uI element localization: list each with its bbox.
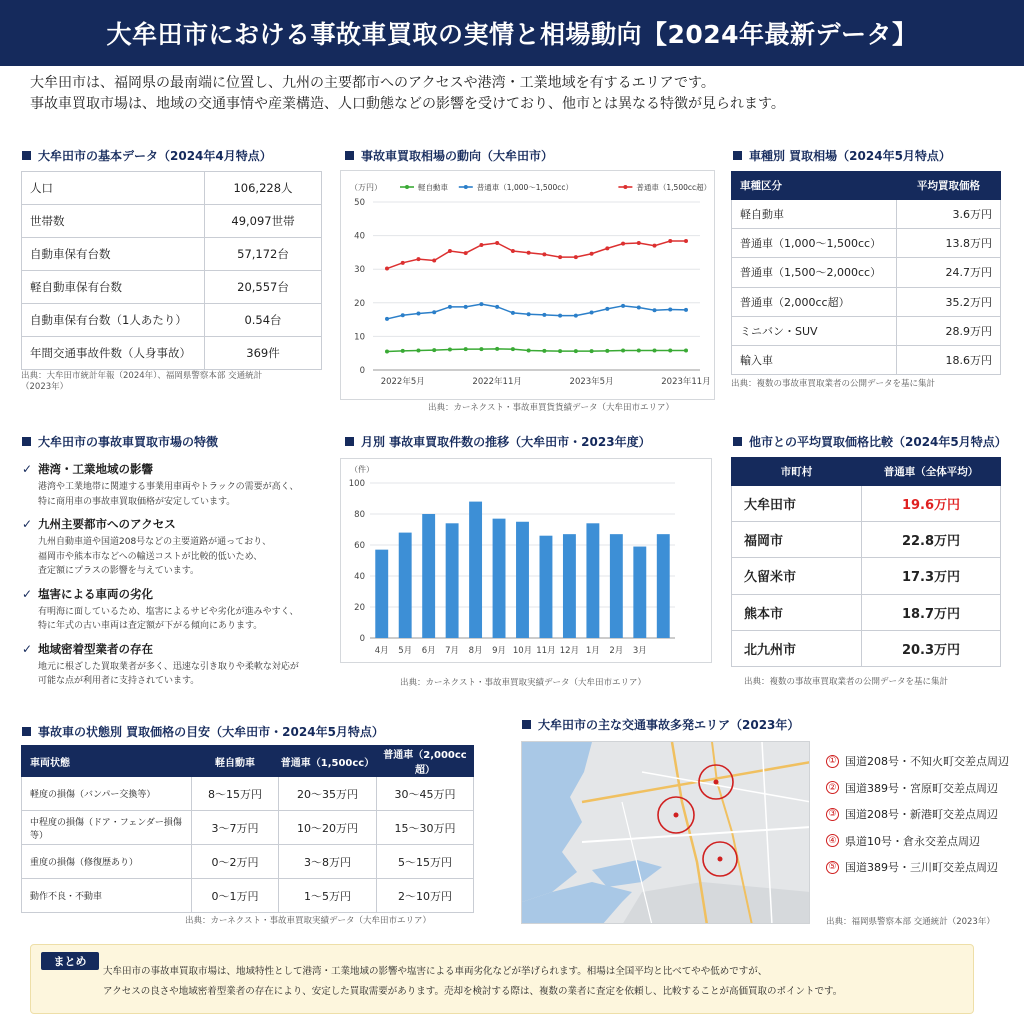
car-type-row (732, 287, 1001, 316)
data-point (401, 313, 405, 317)
data-point (464, 347, 468, 351)
accident-areas-source: 出典：福岡県警察本部 交通統計（2023年） (826, 917, 995, 927)
feature-heading: 九州主要都市へのアクセス (38, 517, 176, 531)
features-list (22, 461, 332, 696)
section-marker-icon (22, 437, 31, 446)
car-type-label: 輸入車 (732, 345, 897, 374)
basic-data-value: 20,557台 (205, 271, 322, 304)
data-point (542, 349, 546, 353)
section-marker-icon (22, 727, 31, 736)
data-point (653, 308, 657, 312)
car-type-row (732, 200, 1001, 229)
basic-data-label: 年間交通事故件数（人身事故） (22, 337, 205, 370)
basic-data-row (22, 271, 322, 304)
intro-text (30, 73, 1000, 115)
legend-label: 軽自動車 (418, 183, 448, 192)
x-tick-label: 2022年5月 (380, 377, 425, 387)
data-point (621, 242, 625, 246)
basic-data-value: 106,228人 (205, 172, 322, 205)
car-type-label: 軽自動車 (732, 200, 897, 229)
trend-line-chart (340, 170, 715, 400)
feature-item (22, 641, 332, 689)
city-price: 20.3万円 (862, 630, 1001, 666)
basic-data-label: 人口 (22, 172, 205, 205)
city-price: 19.6万円 (862, 486, 1001, 522)
city-name: 北九州市 (732, 630, 862, 666)
city-price: 17.3万円 (862, 558, 1001, 594)
intro-line: 大牟田市は、福岡県の最南端に位置し、九州の主要都市へのアクセスや港湾・工業地域を有するエリアです。 (30, 75, 715, 91)
y-unit-label: （万円） (350, 183, 382, 192)
summary-text: 大牟田市の事故車買取市場は、地域特性として港湾・工業地域の影響や塩害による車両劣化などが挙げられます。相場は全国平均と比べてやや低めですが、 アクセスの良さや地域密着型業者の存在により、安定した買取需要があります。売却を検討する際は、複数の業者に査定を依頼し、比較することが高価買取のポイントです。 (103, 966, 843, 997)
y-tick-label: 40 (354, 231, 365, 242)
data-point (637, 306, 641, 310)
data-point (495, 241, 499, 245)
accident-area-item (826, 775, 1009, 802)
bar (422, 514, 435, 638)
basic-data-heading: 大牟田市の基本データ（2024年4月特点） (22, 147, 272, 164)
x-tick-label: 6月 (421, 646, 436, 656)
area-label: 国道208号・不知火町交差点周辺 (845, 755, 1009, 769)
data-point (668, 239, 672, 243)
city-row (732, 486, 1001, 522)
data-point (542, 313, 546, 317)
data-point (605, 349, 609, 353)
car-type-header: 車種区分 (732, 172, 897, 200)
car-type-price: 28.9万円 (897, 316, 1001, 345)
data-point (574, 314, 578, 318)
condition-price: 15～30万円 (377, 811, 474, 845)
basic-data-source: 出典：大牟田市統計年報（2024年）、福岡県警察本部 交通統計 （2023年） (21, 371, 263, 392)
bar (540, 536, 553, 638)
bar (516, 522, 529, 638)
condition-price: 2～10万円 (377, 879, 474, 913)
data-point (590, 349, 594, 353)
basic-data-value: 0.54台 (205, 304, 322, 337)
city-row (732, 594, 1001, 630)
city-name: 大牟田市 (732, 486, 862, 522)
data-point (527, 251, 531, 255)
data-point (479, 347, 483, 351)
condition-price: 1～5万円 (279, 879, 377, 913)
condition-table (21, 745, 474, 913)
data-point (432, 310, 436, 314)
data-point (558, 255, 562, 259)
feature-item (22, 461, 332, 509)
bar (586, 523, 599, 638)
basic-data-label: 自動車保有台数 (22, 238, 205, 271)
bar (657, 534, 670, 638)
area-number-icon: ② (826, 781, 839, 794)
feature-heading: 地域密着型業者の存在 (38, 641, 154, 656)
condition-row (22, 845, 474, 879)
condition-row (22, 811, 474, 845)
kei-header: 軽自動車 (192, 746, 279, 777)
condition-price: 0～2万円 (192, 845, 279, 879)
bar (633, 547, 646, 638)
condition-price: 20～35万円 (279, 777, 377, 811)
car-type-price: 35.2万円 (897, 287, 1001, 316)
x-tick-label: 1月 (585, 646, 600, 656)
basic-data-row (22, 205, 322, 238)
data-point (542, 252, 546, 256)
monthly-chart-heading: 月別 事故車買取件数の推移（大牟田市・2023年度） (345, 433, 651, 450)
basic-data-label: 自動車保有台数（1人あたり） (22, 304, 205, 337)
data-point (448, 305, 452, 309)
car-type-price: 18.6万円 (897, 345, 1001, 374)
car-type-row (732, 258, 1001, 287)
data-point (574, 255, 578, 259)
data-point (605, 246, 609, 250)
legend-label: 普通車（1,000～1,500cc） (476, 183, 574, 192)
data-point (495, 347, 499, 351)
x-tick-label: 3月 (632, 646, 647, 656)
bar (446, 523, 459, 638)
data-point (385, 350, 389, 354)
car-price-header: 平均買取価格 (897, 172, 1001, 200)
city-header: 市町村 (732, 458, 862, 486)
futsu-1500-header: 普通車（1,500cc） (279, 746, 377, 777)
city-price: 18.7万円 (862, 594, 1001, 630)
x-tick-label: 10月 (512, 646, 533, 656)
chart-frame (341, 171, 715, 400)
check-icon: ✓ (22, 462, 33, 476)
bar (469, 502, 482, 638)
data-point (684, 349, 688, 353)
city-row (732, 630, 1001, 666)
x-tick-label: 12月 (559, 646, 580, 656)
data-point (448, 249, 452, 253)
x-tick-label: 7月 (445, 646, 460, 656)
y-tick-label: 80 (354, 510, 365, 520)
car-type-label: 普通車（1,000～1,500cc） (732, 229, 897, 258)
car-type-table (731, 171, 1001, 375)
city-price-header: 普通車（全体平均） (862, 458, 1001, 486)
y-tick-label: 60 (354, 541, 365, 551)
condition-price: 5～15万円 (377, 845, 474, 879)
data-point (558, 314, 562, 318)
basic-data-label: 軽自動車保有台数 (22, 271, 205, 304)
basic-data-table (21, 171, 322, 370)
data-point (432, 348, 436, 352)
area-number-icon: ⑤ (826, 861, 839, 874)
x-tick-label: 2023年5月 (569, 377, 614, 387)
basic-data-row (22, 304, 322, 337)
data-point (637, 349, 641, 353)
data-point (495, 305, 499, 309)
data-point (479, 243, 483, 247)
basic-data-row (22, 337, 322, 370)
car-type-price: 24.7万円 (897, 258, 1001, 287)
data-point (464, 305, 468, 309)
basic-data-row (22, 172, 322, 205)
area-label: 国道389号・三川町交差点周辺 (845, 861, 998, 875)
condition-price: 0～1万円 (192, 879, 279, 913)
basic-data-value: 369件 (205, 337, 322, 370)
y-tick-label: 40 (354, 572, 365, 582)
basic-data-value: 57,172台 (205, 238, 322, 271)
condition-label: 動作不良・不動車 (22, 879, 192, 913)
car-type-price: 13.8万円 (897, 229, 1001, 258)
condition-label: 軽度の損傷（バンパー交換等） (22, 777, 192, 811)
area-label: 国道389号・宮原町交差点周辺 (845, 781, 998, 795)
condition-source: 出典：カーネクスト・事故車買取実績データ（大牟田市エリア） (185, 916, 431, 926)
section-marker-icon (522, 720, 531, 729)
city-price: 22.8万円 (862, 522, 1001, 558)
data-point (590, 252, 594, 256)
x-tick-label: 4月 (374, 646, 389, 656)
section-marker-icon (345, 437, 354, 446)
x-tick-label: 8月 (468, 646, 483, 656)
data-point (527, 312, 531, 316)
feature-heading: 塩害による車両の劣化 (38, 586, 154, 601)
condition-price: 3～8万円 (279, 845, 377, 879)
car-type-source: 出典：複数の事故車買取業者の公開データを基に集計 (731, 379, 936, 389)
data-point (464, 251, 468, 255)
bar (399, 533, 412, 638)
feature-description: 港湾や工業地帯に関連する事業用車両やトラックの需要が高く、 特に商用車の事故車買取価格が安定しています。 (38, 482, 299, 507)
accident-area-item (826, 854, 1009, 881)
x-tick-label: 2023年11月 (661, 377, 711, 387)
condition-row (22, 879, 474, 913)
data-point (574, 349, 578, 353)
data-point (448, 348, 452, 352)
trend-chart-heading: 事故車買取相場の動向（大牟田市） (345, 147, 553, 164)
car-type-row (732, 316, 1001, 345)
data-point (668, 308, 672, 312)
section-marker-icon (22, 151, 31, 160)
city-name: 久留米市 (732, 558, 862, 594)
condition-label: 中程度の損傷（ドア・フェンダー損傷等） (22, 811, 192, 845)
data-point (590, 311, 594, 315)
map-graphic (522, 742, 810, 924)
car-type-heading: 車種別 買取相場（2024年5月特点） (733, 147, 951, 164)
y-tick-label: 20 (354, 603, 365, 613)
section-marker-icon (345, 151, 354, 160)
section-marker-icon (733, 151, 742, 160)
city-compare-source: 出典：複数の事故車買取業者の公開データを基に集計 (744, 677, 949, 687)
data-point (684, 308, 688, 312)
y-tick-label: 30 (354, 265, 365, 276)
data-point (385, 317, 389, 321)
feature-item (22, 516, 332, 579)
condition-price: 10～20万円 (279, 811, 377, 845)
legend-entry (459, 182, 573, 192)
y-tick-label: 0 (359, 634, 365, 644)
condition-header: 車両状態 (22, 746, 192, 777)
city-compare-heading: 他市との平均買取価格比較（2024年5月特点） (733, 433, 1007, 450)
data-point (385, 267, 389, 271)
monthly-chart-source: 出典：カーネクスト・事故車買取実績データ（大牟田市エリア） (400, 678, 646, 688)
data-point (653, 349, 657, 353)
check-icon: ✓ (22, 641, 33, 656)
y-tick-label: 20 (354, 298, 365, 309)
car-type-row (732, 345, 1001, 374)
data-point (511, 311, 515, 315)
section-marker-icon (733, 437, 742, 446)
area-number-icon: ④ (826, 834, 839, 847)
condition-label: 重度の損傷（修復歴あり） (22, 845, 192, 879)
feature-description: 有明海に面しているため、塩害によるサビや劣化が進みやすく、 特に年式の古い車両は査定額が下がる傾向にあります。 (38, 606, 299, 631)
city-row (732, 522, 1001, 558)
feature-description: 地元に根ざした買取業者が多く、迅速な引き取りや柔軟な対応が 可能な点が利用者に支持されています。 (38, 661, 299, 686)
bar (563, 534, 576, 638)
data-point (401, 261, 405, 265)
trend-chart-source: 出典：カーネクスト・事故車買貨貨績データ（大牟田市エリア） (428, 403, 674, 413)
check-icon: ✓ (22, 586, 33, 601)
data-point (527, 349, 531, 353)
data-point (637, 241, 641, 245)
feature-description: 九州自動車道や国道208号などの主要道路が通っており、 福岡市や熊本市などへの輸送コストが比較的低いため、 査定額にプラスの影響を与えています。 (38, 537, 272, 576)
data-point (432, 258, 436, 262)
intro-line: 事故車買取市場は、地域の交通事情や産業構造、人口動態などの影響を受けており、他市とは異なる特徴が見られます。 (30, 96, 785, 112)
accident-area-item (826, 801, 1009, 828)
data-point (511, 347, 515, 351)
car-type-label: ミニバン・SUV (732, 316, 897, 345)
city-name: 熊本市 (732, 594, 862, 630)
feature-heading: 港湾・工業地域の影響 (38, 462, 154, 476)
data-point (416, 349, 420, 353)
accident-area-item (826, 828, 1009, 855)
data-point (479, 302, 483, 306)
bar (493, 519, 506, 638)
car-type-price: 3.6万円 (897, 200, 1001, 229)
data-point (416, 312, 420, 316)
accident-area-list (826, 748, 1009, 881)
data-point (621, 349, 625, 353)
x-tick-label: 9月 (492, 646, 506, 656)
city-name: 福岡市 (732, 522, 862, 558)
city-row (732, 558, 1001, 594)
data-point (684, 239, 688, 243)
y-unit-label: （件） (350, 465, 374, 474)
accident-area-item (826, 748, 1009, 775)
page-title: 大牟田市における事故車買取の実情と相場動向【2024年最新データ】 (0, 0, 1024, 66)
y-tick-label: 10 (354, 332, 365, 343)
condition-price: 3～7万円 (192, 811, 279, 845)
accident-map (521, 741, 810, 924)
y-tick-label: 50 (354, 198, 365, 208)
x-tick-label: 2月 (609, 646, 624, 656)
y-tick-label: 0 (359, 366, 365, 376)
x-tick-label: 5月 (398, 646, 413, 656)
area-label: 国道208号・新港町交差点周辺 (845, 808, 998, 822)
features-heading: 大牟田市の事故車買取市場の特徴 (22, 433, 218, 450)
area-number-icon: ③ (826, 808, 839, 821)
data-point (401, 349, 405, 353)
data-point (511, 249, 515, 253)
check-icon: ✓ (22, 517, 33, 531)
basic-data-row (22, 238, 322, 271)
accident-areas-heading: 大牟田市の主な交通事故多発エリア（2023年） (522, 716, 799, 733)
data-point (605, 307, 609, 311)
legend-label: 普通車（1,500cc超） (636, 183, 712, 192)
data-point (416, 257, 420, 261)
condition-price: 30～45万円 (377, 777, 474, 811)
car-type-label: 普通車（2,000cc超） (732, 287, 897, 316)
summary-label: まとめ (41, 952, 99, 970)
area-number-icon: ① (826, 755, 839, 768)
condition-row (22, 777, 474, 811)
area-label: 県道10号・倉永交差点周辺 (845, 834, 980, 848)
data-point (621, 304, 625, 308)
futsu-2000-header: 普通車（2,000cc超） (377, 746, 474, 777)
data-point (653, 244, 657, 248)
basic-data-label: 世帯数 (22, 205, 205, 238)
bar (610, 534, 623, 638)
monthly-bar-chart (340, 458, 712, 663)
car-type-row (732, 229, 1001, 258)
feature-item (22, 586, 332, 634)
summary-box (30, 944, 974, 1014)
condition-heading: 事故車の状態別 買取価格の目安（大牟田市・2024年5月特点） (22, 723, 384, 740)
y-tick-label: 100 (348, 479, 365, 489)
data-point (558, 349, 562, 353)
data-point (668, 349, 672, 353)
bar (375, 550, 388, 638)
city-compare-table (731, 457, 1001, 667)
x-tick-label: 2022年11月 (472, 377, 522, 387)
basic-data-value: 49,097世帯 (205, 205, 322, 238)
car-type-label: 普通車（1,500～2,000cc） (732, 258, 897, 287)
x-tick-label: 11月 (536, 646, 556, 656)
condition-price: 8～15万円 (192, 777, 279, 811)
